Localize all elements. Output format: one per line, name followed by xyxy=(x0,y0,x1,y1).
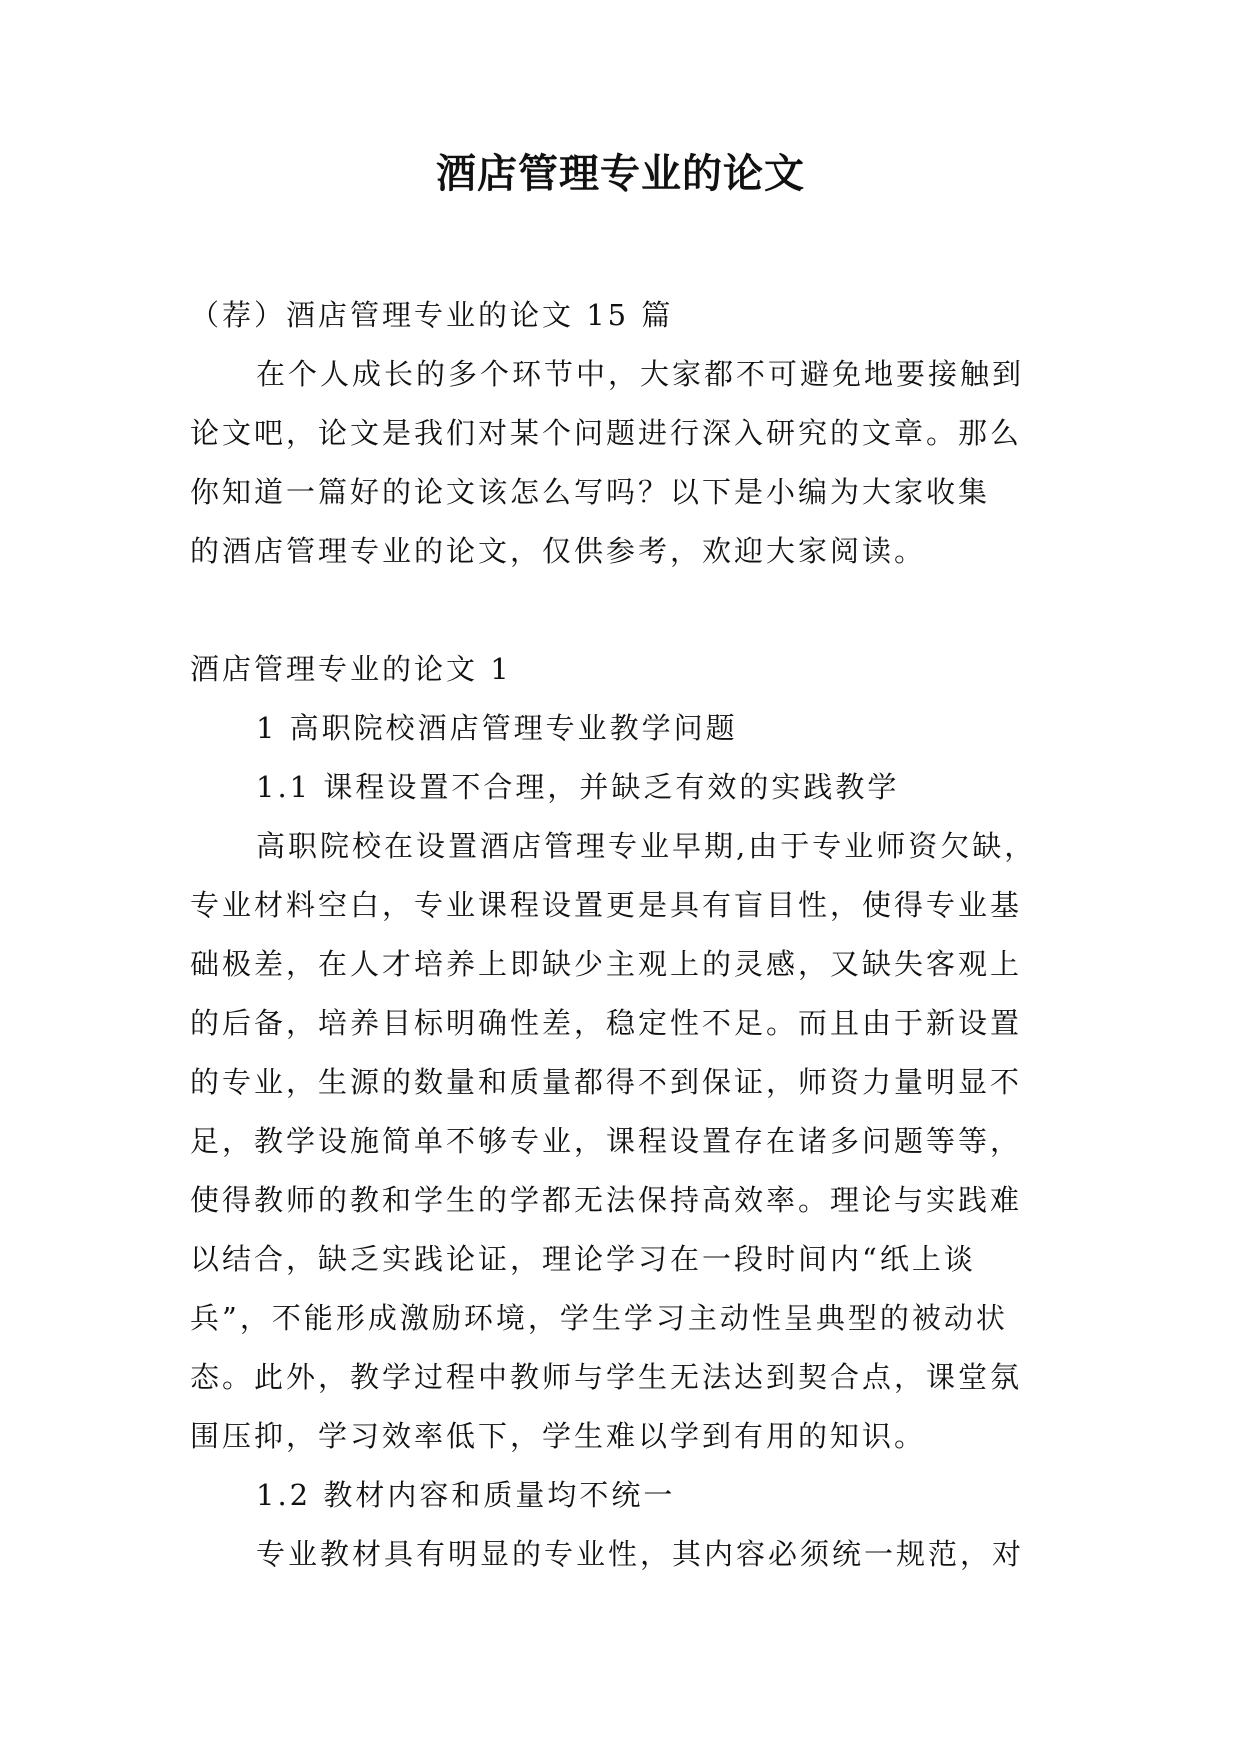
paragraph-line: 高职院校在设置酒店管理专业早期,由于专业师资欠缺， xyxy=(256,829,1037,863)
document-body xyxy=(190,286,1060,1584)
paragraph-line: 专业材料空白，专业课程设置更是具有盲目性，使得专业基 xyxy=(190,888,1023,922)
paragraph-line: 以结合，缺乏实践论证，理论学习在一段时间内“纸上谈 xyxy=(190,1242,976,1276)
heading-1-1: 1.1 课程设置不合理，并缺乏有效的实践教学 xyxy=(256,770,900,804)
paragraph-line: 专业教材具有明显的专业性，其内容必须统一规范，对 xyxy=(256,1537,1025,1571)
paragraph-line: 围压抑，学习效率低下，学生难以学到有用的知识。 xyxy=(190,1419,927,1453)
paragraph-line: 的专业，生源的数量和质量都得不到保证，师资力量明显不 xyxy=(190,1065,1023,1099)
paragraph-line: 兵”，不能形成激励环境，学生学习主动性呈典型的被动状 xyxy=(190,1301,1008,1335)
paragraph-line: 态。此外，教学过程中教师与学生无法达到契合点，课堂氛 xyxy=(190,1360,1023,1394)
intro-line: 在个人成长的多个环节中，大家都不可避免地要接触到 xyxy=(256,357,1025,391)
paragraph-line: 础极差，在人才培养上即缺少主观上的灵感，又缺失客观上 xyxy=(190,947,1023,981)
paragraph-line: 使得教师的教和学生的学都无法保持高效率。理论与实践难 xyxy=(190,1183,1023,1217)
paragraph-line: 的后备，培养目标明确性差，稳定性不足。而且由于新设置 xyxy=(190,1006,1023,1040)
document-subtitle: （荐）酒店管理专业的论文 15 篇 xyxy=(190,298,674,332)
paragraph-line: 足，教学设施简单不够专业，课程设置存在诸多问题等等， xyxy=(190,1124,1023,1158)
intro-line: 的酒店管理专业的论文，仅供参考，欢迎大家阅读。 xyxy=(190,534,927,568)
intro-line: 论文吧，论文是我们对某个问题进行深入研究的文章。那么 xyxy=(190,416,1023,450)
heading-1-2: 1.2 教材内容和质量均不统一 xyxy=(256,1478,676,1512)
intro-line: 你知道一篇好的论文该怎么写吗？以下是小编为大家收集 xyxy=(190,475,991,509)
paragraph-gap xyxy=(190,581,1060,640)
document-title: 酒店管理专业的论文 xyxy=(436,150,805,197)
heading-1: 1 高职院校酒店管理专业教学问题 xyxy=(256,711,738,745)
section-title: 酒店管理专业的论文 1 xyxy=(190,652,512,686)
